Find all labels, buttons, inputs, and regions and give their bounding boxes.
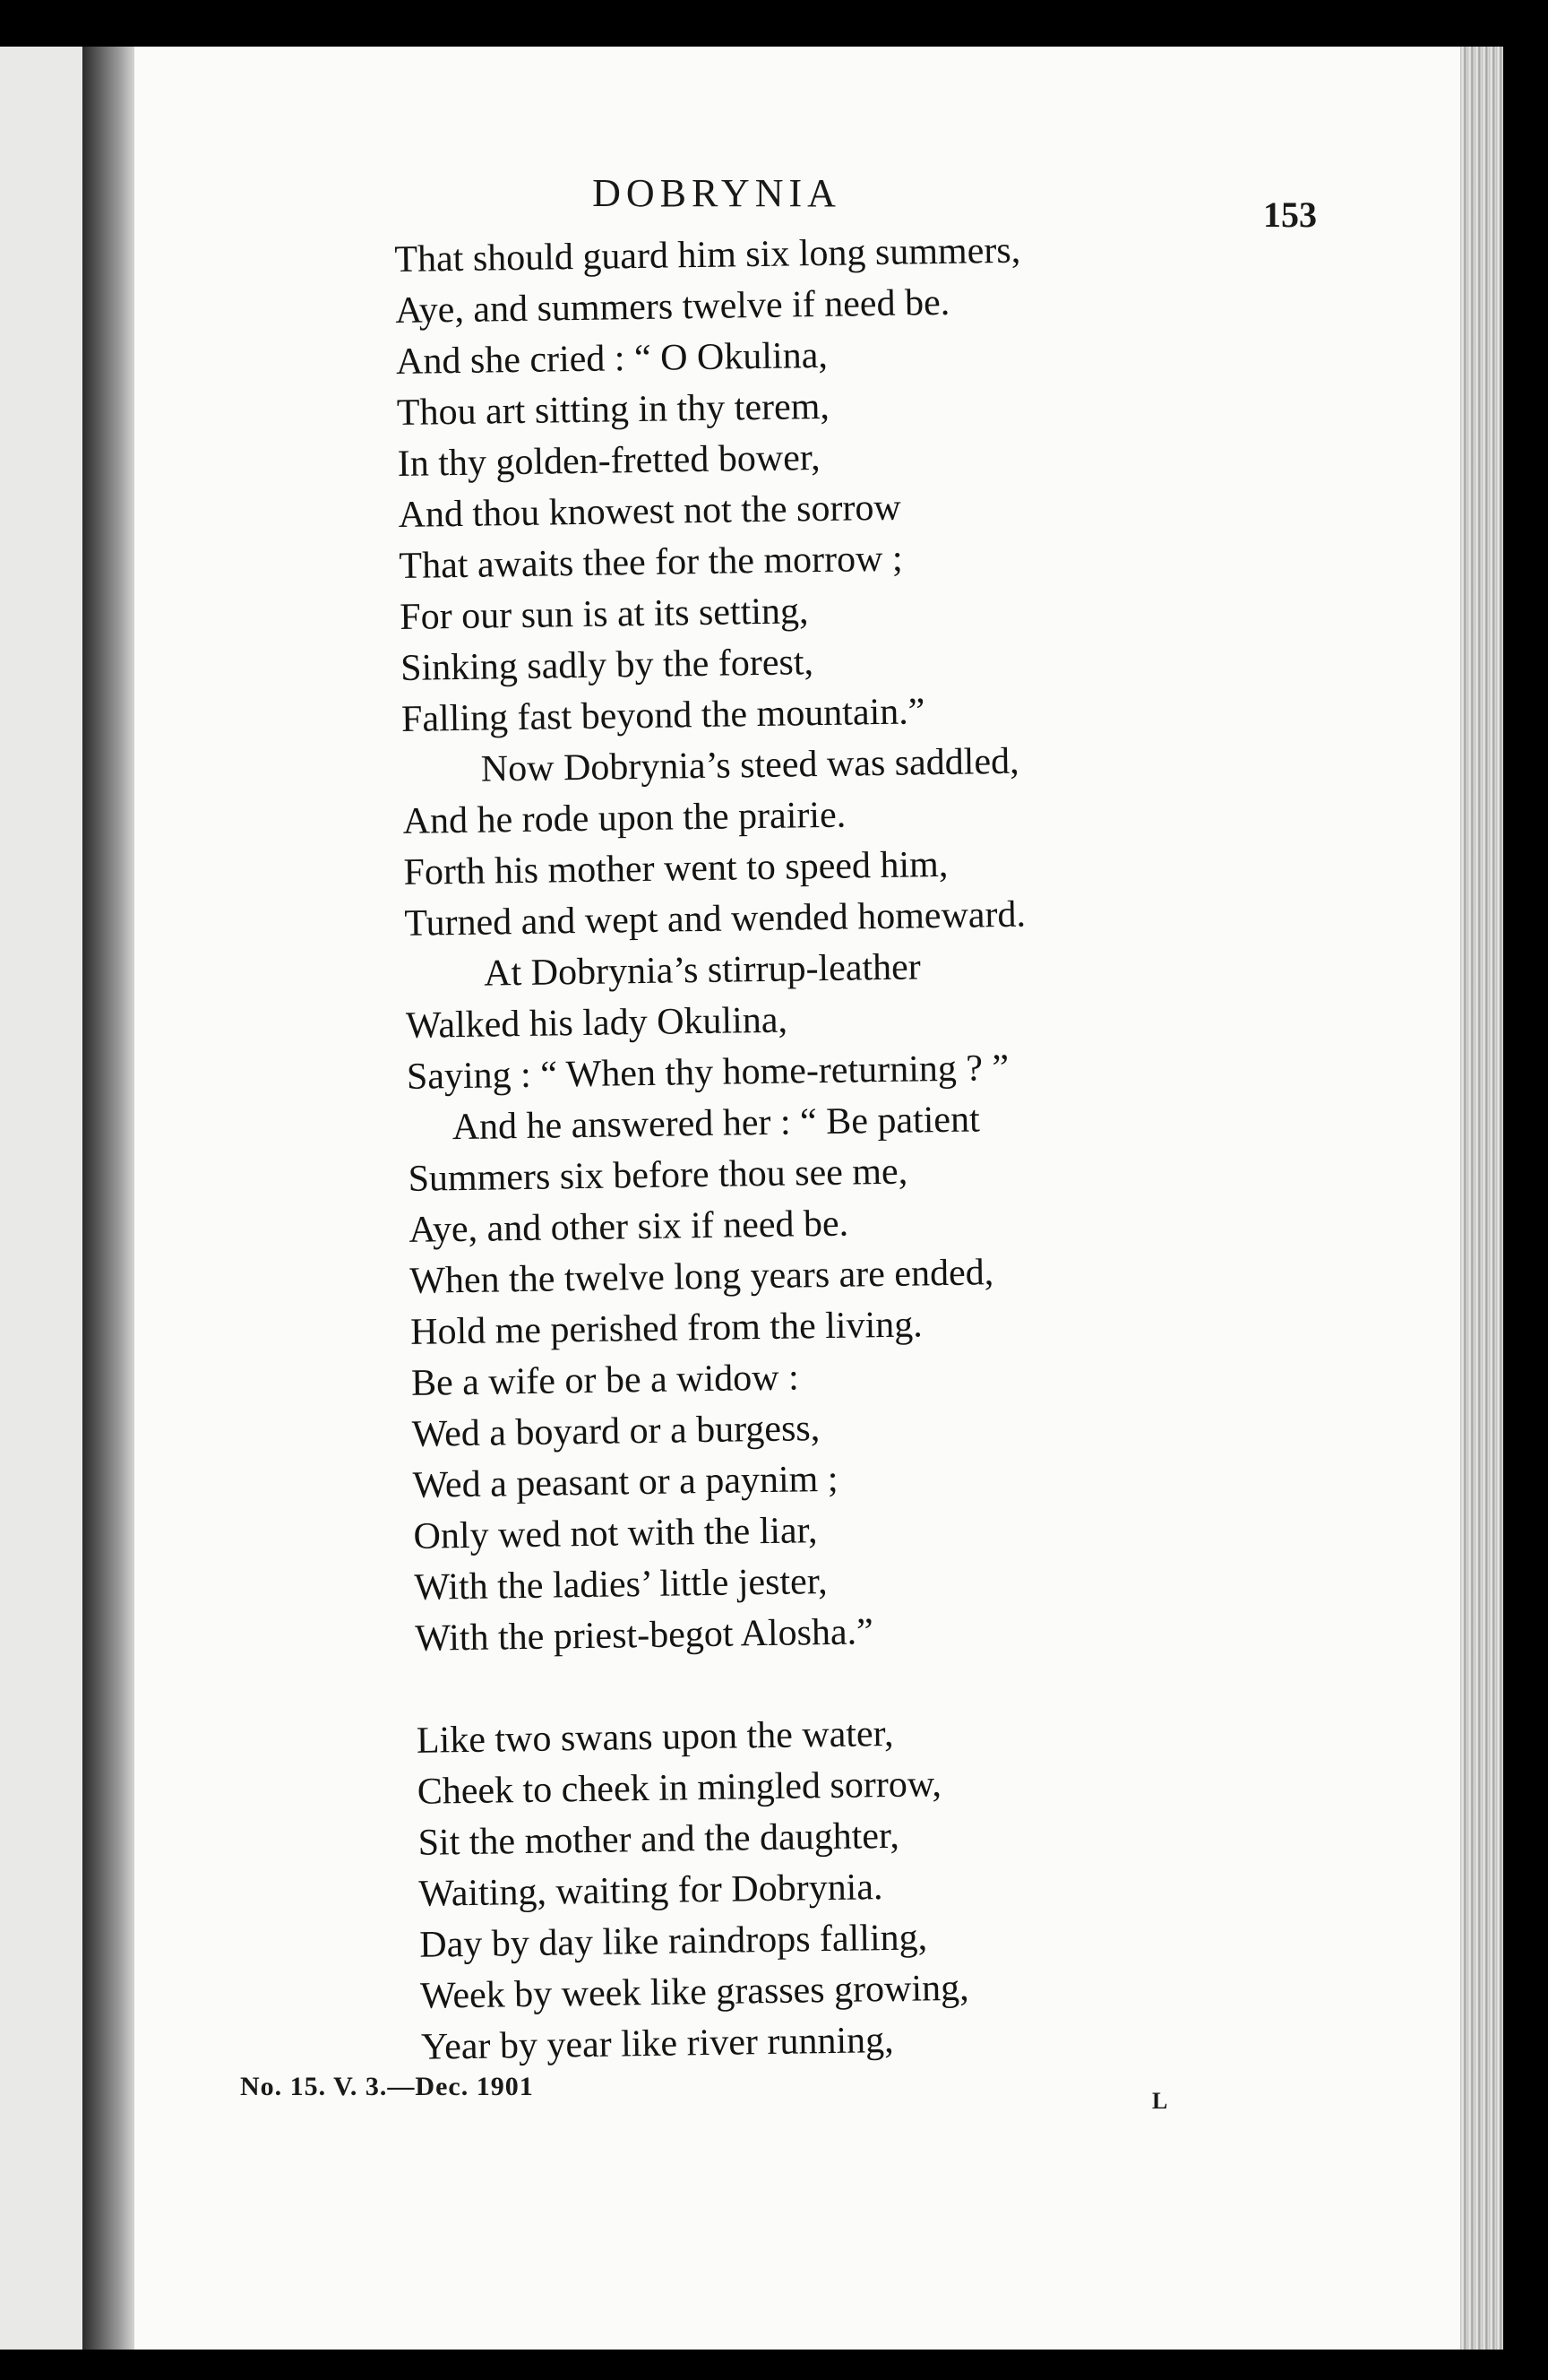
poem-line: For our sun is at its setting, [399,591,809,638]
poem-line: And he rode upon the prairie. [402,794,847,842]
poem-line: Turned and wept and wended homeward. [404,893,1027,944]
poem-line: Aye, and other six if need be. [408,1203,849,1251]
poem-line: Year by year like river running, [420,2019,894,2068]
gathering-letter: L [1152,2088,1168,2114]
poem-line: Be a wife or be a widow : [410,1357,800,1404]
poem-line: At Dobrynia’s stirrup-leather [483,946,922,995]
poem-line: And thou knowest not the sorrow [398,487,902,536]
running-head: DOBRYNIA [592,171,841,215]
poem-line: That should guard him six long summers, [394,229,1021,280]
poem-line: In thy golden-fretted bower, [397,436,821,485]
stanza-1 [394,221,1312,1665]
left-page-edge [0,47,82,2350]
poem-line: When the twelve long years are ended, [408,1252,994,1302]
poem-line: Waiting, waiting for Dobrynia. [418,1867,883,1915]
poem-line: Cheek to cheek in mingled sorrow, [417,1763,942,1813]
book-gutter [82,47,134,2350]
poem-line: Day by day like raindrops falling, [418,1917,928,1966]
signature-mark: No. 15. V. 3.—Dec. 1901 [240,2072,534,2101]
poem-line: Saying : “ When thy home-returning ? ” [406,1047,1010,1098]
page-fore-edge [1460,47,1503,2350]
poem-line: Thou art sitting in thy terem, [396,385,830,434]
poem-line: With the ladies’ little jester, [414,1560,828,1608]
poem-line: Only wed not with the liar, [413,1510,818,1557]
poem-line: Like two swans upon the water, [416,1712,894,1762]
poem-line: With the priest-begot Alosha.” [414,1611,874,1660]
poem-line: Falling fast beyond the mountain.” [400,691,925,740]
poem-line: Walked his lady Okulina, [405,999,788,1047]
poem-line: Aye, and summers twelve if need be. [394,281,950,332]
poem-line: Wed a peasant or a paynim ; [412,1458,838,1506]
poem-line: Sit the mother and the daughter, [417,1815,900,1864]
poem-line: And she cried : “ O Okulina, [395,334,829,383]
poem-line: Week by week like grasses growing, [419,1967,969,2017]
poem-body [394,221,1317,2074]
poem-line: Forth his mother went to speed him, [403,843,949,893]
poem-line: And he answered her : “ Be patient [452,1099,981,1149]
poem-line: Sinking sadly by the forest, [400,642,814,689]
stanza-2 [417,1703,1318,2074]
poem-line: That awaits thee for the morrow ; [399,538,903,587]
poem-line: Summers six before thou see me, [408,1151,908,1200]
page-number: 153 [1263,194,1317,235]
poem-line: Now Dobrynia’s steed was saddled, [480,740,1019,790]
poem-line: Hold me perished from the living. [409,1304,924,1353]
poem-line: Wed a boyard or a burgess, [411,1408,821,1455]
